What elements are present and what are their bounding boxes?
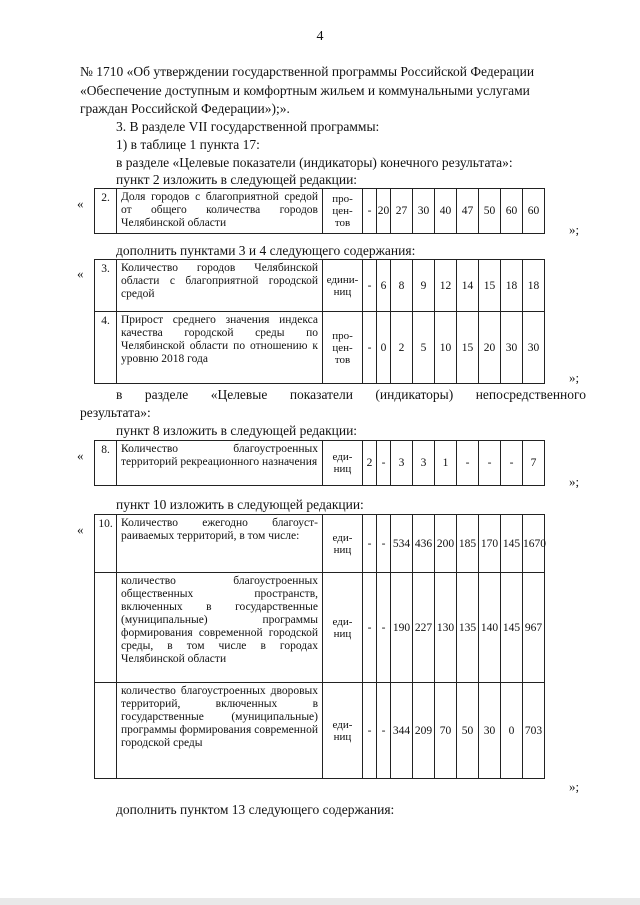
value-cell: 200 <box>435 515 457 573</box>
intro-line-5: 1) в таблице 1 пункта 17: <box>116 137 260 152</box>
value-cell: 20 <box>479 312 501 384</box>
value-cell: 967 <box>523 573 545 683</box>
mid-line-1: дополнить пунктами 3 и 4 следующего содержания: <box>116 243 416 258</box>
value-cell: 27 <box>391 189 413 234</box>
close-quote: »; <box>569 222 580 237</box>
intro-line-7: пункт 2 изложить в следующей редакции: <box>116 172 358 187</box>
open-quote: « <box>77 448 84 463</box>
value-cell: 209 <box>413 683 435 779</box>
open-quote: « <box>77 196 84 211</box>
value-cell: - <box>457 441 479 486</box>
value-cell: 60 <box>523 189 545 234</box>
value-cell: - <box>363 573 377 683</box>
value-cell: - <box>377 573 391 683</box>
value-cell: 9 <box>413 260 435 312</box>
close-quote: »; <box>569 474 580 489</box>
value-cell: 60 <box>501 189 523 234</box>
value-cell: 15 <box>479 260 501 312</box>
mid-line-3: пункт 8 изложить в следующей редакции: <box>116 423 358 438</box>
intro-line-6: в разделе «Целевые показатели (индикаторы) конечного результата»: <box>116 155 513 170</box>
value-cell: 0 <box>501 683 523 779</box>
unit-cell: еди- ниц <box>323 573 363 683</box>
value-cell: 170 <box>479 515 501 573</box>
row-number <box>95 683 117 779</box>
value-cell: 70 <box>435 683 457 779</box>
value-cell: 6 <box>377 260 391 312</box>
value-cell: 14 <box>457 260 479 312</box>
value-cell: 436 <box>413 515 435 573</box>
unit-cell: еди- ниц <box>323 515 363 573</box>
unit-cell: еди- ниц <box>323 683 363 779</box>
open-quote: « <box>77 522 84 537</box>
indicator-table-3 <box>94 440 587 486</box>
value-cell: - <box>363 312 377 384</box>
value-cell: 3 <box>413 441 435 486</box>
intro-line-3: граждан Российской Федерации»);». <box>80 101 290 116</box>
value-cell: 8 <box>391 260 413 312</box>
value-cell: - <box>363 260 377 312</box>
value-cell: - <box>377 683 391 779</box>
value-cell: 2 <box>363 441 377 486</box>
row-number <box>95 573 117 683</box>
mid-line-4: пункт 10 изложить в следующей редакции: <box>116 497 364 512</box>
value-cell: 2 <box>391 312 413 384</box>
value-cell: - <box>377 441 391 486</box>
table-row <box>95 683 587 779</box>
indicator-name: Доля городов с благоприятной средой от общего количества городов Челябинской области <box>117 189 323 234</box>
intro-line-1: № 1710 «Об утверждении государственной программы Российской Федерации <box>80 64 535 79</box>
value-cell: 703 <box>523 683 545 779</box>
value-cell: 7 <box>523 441 545 486</box>
value-cell: 30 <box>479 683 501 779</box>
scan-edge <box>0 898 640 905</box>
value-cell: 12 <box>435 260 457 312</box>
value-cell: 47 <box>457 189 479 234</box>
unit-cell: про- цен- тов <box>323 312 363 384</box>
open-quote: « <box>77 266 84 281</box>
value-cell: 3 <box>391 441 413 486</box>
indicator-table-1 <box>94 188 587 234</box>
page-number: 4 <box>316 29 324 44</box>
value-cell: 5 <box>413 312 435 384</box>
table-row <box>95 515 587 573</box>
indicator-name: Количество городов Челябинской области с благоприятной городской средой <box>117 260 323 312</box>
row-number: 8. <box>95 441 117 486</box>
value-cell: 10 <box>435 312 457 384</box>
value-cell: 30 <box>501 312 523 384</box>
value-cell: 140 <box>479 573 501 683</box>
value-cell: 30 <box>523 312 545 384</box>
value-cell: 227 <box>413 573 435 683</box>
value-cell: 30 <box>413 189 435 234</box>
value-cell: 534 <box>391 515 413 573</box>
value-cell: - <box>377 515 391 573</box>
value-cell: 50 <box>457 683 479 779</box>
intro-line-4: 3. В разделе VII государственной программы: <box>116 119 380 134</box>
row-number: 10. <box>95 515 117 573</box>
value-cell: - <box>479 441 501 486</box>
value-cell: 18 <box>523 260 545 312</box>
indicator-name: Количество благоустроенных территорий рекреационного назначения <box>117 441 323 486</box>
table-row <box>95 441 587 486</box>
value-cell: 15 <box>457 312 479 384</box>
value-cell: 18 <box>501 260 523 312</box>
close-quote: »; <box>569 370 580 385</box>
indicator-name: Прирост среднего значения индекса качества городской среды по Челябинской области по отношению к уровню 2018 года <box>117 312 323 384</box>
value-cell: 135 <box>457 573 479 683</box>
value-cell: 185 <box>457 515 479 573</box>
value-cell: 20 <box>377 189 391 234</box>
table-row <box>95 189 587 234</box>
value-cell: - <box>363 683 377 779</box>
value-cell: 145 <box>501 573 523 683</box>
table-row <box>95 260 587 312</box>
value-cell: - <box>363 189 377 234</box>
unit-cell: еди- ниц <box>323 441 363 486</box>
indicator-name: количество благоустроенных общественных пространств, включенных в государственные (муниципальные) программы формирования современной городской среды, в том числе в городах Челябинской области <box>117 573 323 683</box>
value-cell: 1 <box>435 441 457 486</box>
final-line: дополнить пунктом 13 следующего содержания: <box>116 802 395 817</box>
indicator-table-2 <box>94 259 587 384</box>
value-cell: - <box>501 441 523 486</box>
unit-cell: едини- ниц <box>323 260 363 312</box>
value-cell: 0 <box>377 312 391 384</box>
mid-line-2a: в разделе «Целевые показатели (индикаторы) непосредственного <box>116 387 586 402</box>
table-row <box>95 312 587 384</box>
row-number: 4. <box>95 312 117 384</box>
table-row <box>95 573 587 683</box>
value-cell: - <box>363 515 377 573</box>
row-number: 3. <box>95 260 117 312</box>
value-cell: 145 <box>501 515 523 573</box>
value-cell: 190 <box>391 573 413 683</box>
indicator-name: количество благоустроенных дворовых территорий, включенных в государственные (муниципальные) программы формирования современной городской среды <box>117 683 323 779</box>
value-cell: 1670 <box>523 515 545 573</box>
value-cell: 50 <box>479 189 501 234</box>
value-cell: 344 <box>391 683 413 779</box>
indicator-table-4 <box>94 514 587 779</box>
intro-line-2: «Обеспечение доступным и комфортным жильем и коммунальными услугами <box>80 83 530 98</box>
mid-line-2b: результата»: <box>80 405 151 420</box>
unit-cell: про- цен- тов <box>323 189 363 234</box>
value-cell: 130 <box>435 573 457 683</box>
value-cell: 40 <box>435 189 457 234</box>
row-number: 2. <box>95 189 117 234</box>
indicator-name: Количество ежегодно благоуст-раиваемых территорий, в том числе: <box>117 515 323 573</box>
close-quote: »; <box>569 779 580 794</box>
